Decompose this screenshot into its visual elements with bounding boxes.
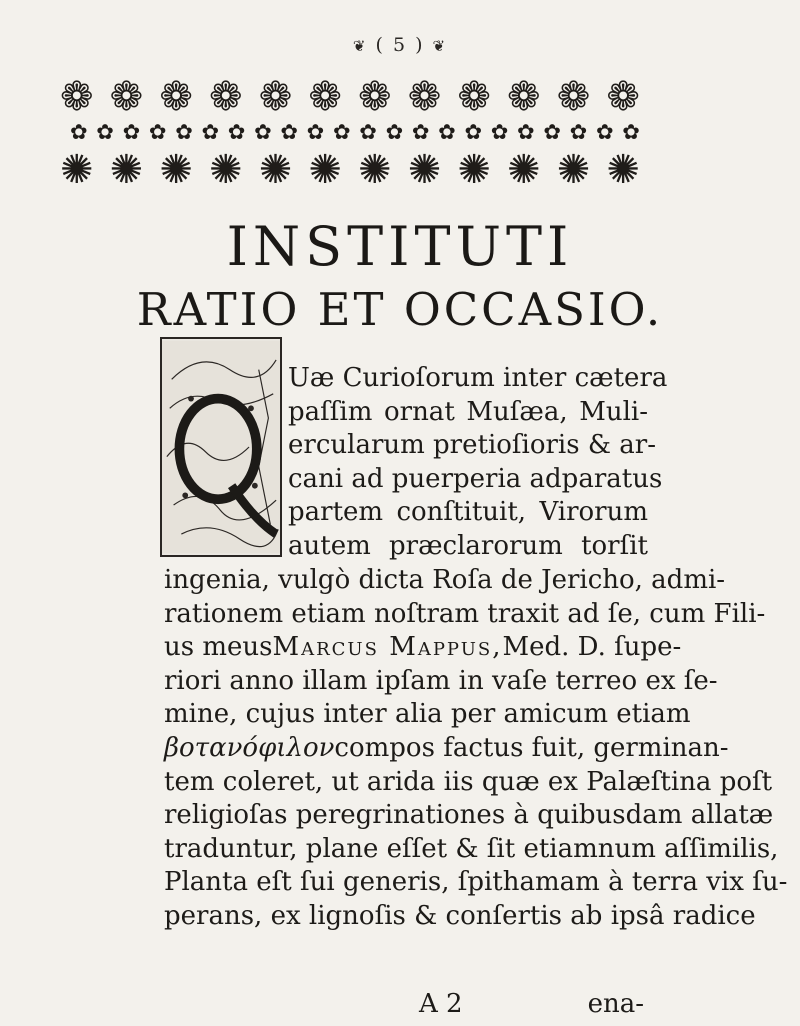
fleuron-icon: ❁ (507, 74, 541, 120)
fleuron-icon: ✺ (258, 147, 293, 193)
text-fragment: compos factus fuit, germinan- (334, 732, 729, 763)
fleuron-icon: ❁ (606, 74, 640, 120)
fleuron-icon: ✿ (543, 120, 561, 144)
fleuron-icon: ✿ (411, 120, 430, 144)
text-line-greek (164, 732, 729, 766)
ornament-band-bottom (60, 145, 640, 195)
fleuron-icon: ✿ (254, 120, 272, 144)
fleuron-icon: ✺ (60, 147, 94, 193)
fleuron-icon: ✺ (507, 147, 541, 193)
fleuron-icon: ✿ (464, 120, 483, 144)
page-number (0, 34, 800, 56)
text-line: religioſas peregrinationes à quibusdam allatæ (164, 800, 774, 831)
fleuron-icon: ✺ (159, 147, 193, 193)
signature-mark: A 2 (419, 989, 463, 1019)
fleuron-icon: ✿ (227, 120, 246, 144)
fleuron-icon: ✿ (490, 120, 509, 144)
fleuron-icon: ✿ (148, 120, 167, 144)
text-line: autem præclarorum torſit (288, 530, 648, 561)
fleuron-icon: ✺ (308, 147, 342, 193)
fleuron-icon: ✿ (385, 120, 404, 144)
text-line-author (164, 631, 682, 665)
opening-paragraph-indented (288, 362, 668, 564)
fleuron-icon: ❁ (60, 74, 94, 120)
decorated-initial-q (160, 337, 282, 557)
text-line: cani ad puerperia adparatus (288, 463, 663, 494)
fleuron-icon: ✿ (595, 120, 614, 144)
fleuron-icon: ❁ (457, 74, 491, 120)
folio-label: ( 5 ) (375, 34, 425, 56)
text-line: ingenia, vulgò dicta Roſa de Jericho, admi- (164, 565, 726, 595)
fleuron-icon: ✿ (306, 120, 325, 144)
fleuron-icon: ✿ (96, 120, 114, 144)
fleuron-icon: ✺ (606, 147, 640, 193)
text-line: paſſim ornat Muſæa, Muli- (288, 396, 648, 427)
text-line: riori anno illam ipſam in vaſe terreo ex ſe- (164, 665, 718, 696)
fleuron-icon: ❁ (358, 74, 392, 120)
left-ornament-icon: ❦ (352, 37, 368, 55)
right-ornament-icon: ❦ (432, 37, 448, 55)
heading-line-2: RATIO ET OCCASIO. (136, 283, 664, 336)
fleuron-icon: ✿ (359, 120, 377, 144)
fleuron-icon: ✺ (457, 147, 491, 193)
ornament-band-top (60, 72, 640, 122)
text-fragment: us meus (164, 632, 273, 663)
fleuron-icon: ✺ (358, 147, 392, 193)
heading-line-1: INSTITUTI (226, 215, 574, 278)
fleuron-icon: ✿ (332, 120, 351, 144)
fleuron-icon: ✺ (209, 147, 243, 193)
fleuron-icon: ✿ (438, 120, 456, 144)
fleuron-icon: ✿ (70, 120, 88, 144)
fleuron-icon: ✿ (122, 120, 141, 144)
fleuron-icon: ❁ (308, 74, 342, 120)
author-name: Marcus Mappus, (272, 632, 503, 663)
text-line: Uæ Curioſorum inter cætera (288, 363, 668, 393)
fleuron-icon: ❁ (556, 74, 591, 120)
fleuron-icon: ✺ (556, 147, 591, 193)
text-line: rationem etiam noſtram traxit ad ſe, cum Fili- (164, 598, 766, 629)
fleuron-icon: ❁ (159, 74, 193, 120)
fleuron-icon: ✺ (407, 147, 442, 193)
text-line: tem coleret, ut arida iis quæ ex Palæſtina poſt (164, 766, 773, 797)
text-line: traduntur, plane eſſet & ſit etiamnum aſſimilis, (164, 833, 779, 864)
fleuron-icon: ❁ (407, 74, 442, 120)
ornament-band-middle (70, 120, 640, 144)
fleuron-icon: ✿ (280, 120, 298, 144)
fleuron-icon: ✿ (201, 120, 220, 144)
body-paragraph (164, 564, 788, 934)
greek-word: βοτανόφιλον (164, 732, 335, 763)
text-fragment: Med. D. ſupe- (502, 632, 682, 663)
fleuron-icon: ✿ (622, 120, 640, 144)
initial-q-icon (162, 339, 280, 555)
fleuron-icon: ❁ (258, 74, 293, 120)
text-line: ercularum pretioſioris & ar- (288, 430, 656, 461)
fleuron-icon: ✿ (175, 120, 193, 144)
text-line: perans, ex lignoſis & conſertis ab ipsâ radice (164, 900, 756, 931)
text-line: Planta eſt ſui generis, ſpithamam à terra vix ſu- (164, 867, 788, 898)
text-line: partem conſtituit, Virorum (288, 497, 648, 528)
fleuron-icon: ❁ (209, 74, 243, 120)
fleuron-icon: ✺ (109, 147, 144, 193)
catchword: ena- (587, 989, 644, 1019)
fleuron-icon: ✿ (569, 120, 588, 144)
fleuron-icon: ❁ (109, 74, 144, 120)
text-line: mine, cujus inter alia per amicum etiam (164, 699, 691, 730)
page-footer (164, 989, 644, 1019)
fleuron-icon: ✿ (517, 120, 535, 144)
